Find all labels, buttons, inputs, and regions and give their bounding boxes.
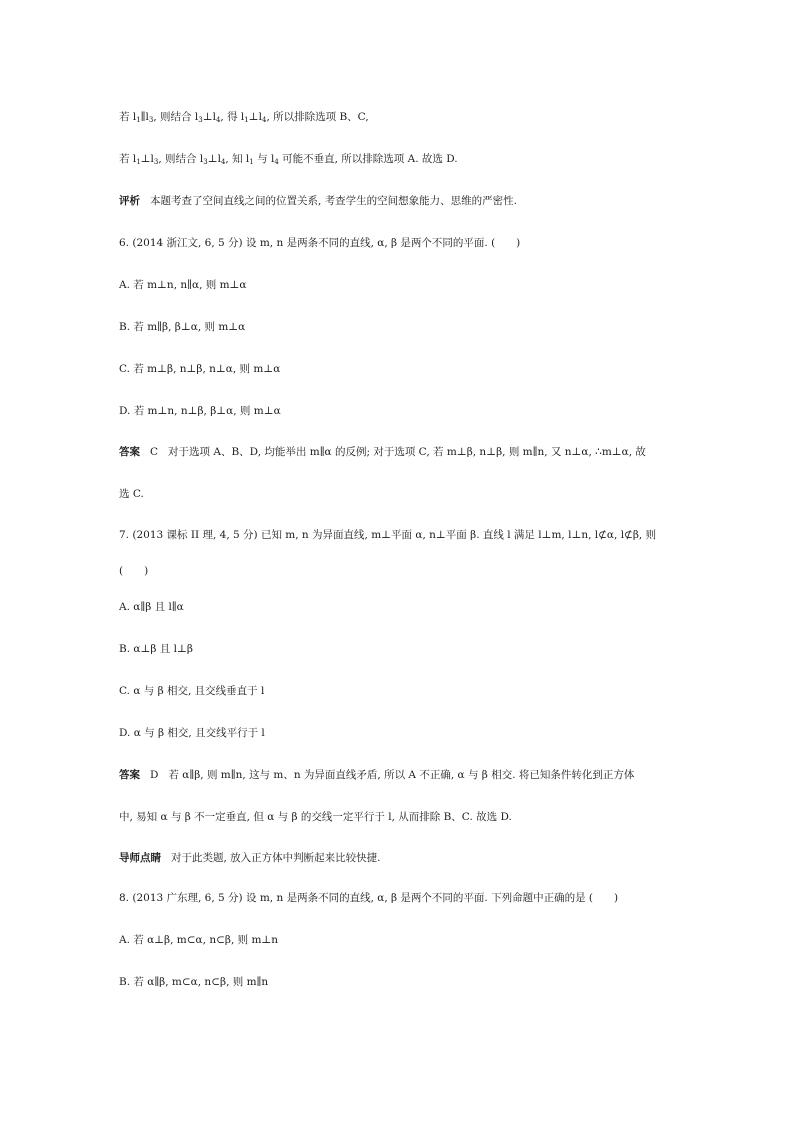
question-8-stem: 8. (2013 广东理, 6, 5 分) 设 m, n 是两条不同的直线, α, β 是两个不同的平面. 下列命题中正确的是 ( ) xyxy=(119,892,619,904)
answer-label: 答案 xyxy=(119,446,140,458)
q6-answer-continuation: 选 C. xyxy=(119,488,144,500)
q6-option-d: D. 若 m⊥n, n⊥β, β⊥α, 则 m⊥α xyxy=(119,405,281,417)
comment-line: 评析 本题考查了空间直线之间的位置关系, 考查学生的空间想象能力、思维的严密性. xyxy=(119,195,518,207)
answer-choice: C xyxy=(150,446,159,458)
q7-option-c: C. α 与 β 相交, 且交线垂直于 l xyxy=(119,685,265,697)
question-6-stem: 6. (2014 浙江文, 6, 5 分) 设 m, n 是两条不同的直线, α, β 是两个不同的平面. ( ) xyxy=(119,237,521,249)
q7-option-b: B. α⊥β 且 l⊥β xyxy=(119,643,193,655)
q7-option-a: A. α∥β 且 l∥α xyxy=(119,601,184,613)
question-7-stem: 7. (2013 课标 II 理, 4, 5 分) 已知 m, n 为异面直线, m⊥平面 α, n⊥平面 β. 直线 l 满足 l⊥m, l⊥n, l⊄α, l⊄β, 则 xyxy=(119,529,657,541)
comment-label: 评析 xyxy=(119,195,140,207)
answer-choice: D xyxy=(150,769,159,781)
answer-label: 答案 xyxy=(119,769,140,781)
q6-answer-line: 答案 C 对于选项 A、B、D, 均能举出 m∥α 的反例; 对于选项 C, 若 m⊥β, n⊥β, 则 m∥n, 又 n⊥α, ∴m⊥α, 故 xyxy=(119,446,646,458)
tutor-note-line: 导师点睛 对于此类题, 放入正方体中判断起来比较快捷. xyxy=(119,852,381,864)
q8-option-b: B. 若 α∥β, m⊂α, n⊂β, 则 m∥n xyxy=(119,976,269,988)
q8-option-a: A. 若 α⊥β, m⊂α, n⊂β, 则 m⊥n xyxy=(119,934,279,946)
q6-option-b: B. 若 m∥β, β⊥α, 则 m⊥α xyxy=(119,321,246,333)
q7-option-d: D. α 与 β 相交, 且交线平行于 l xyxy=(119,727,265,739)
text-line-2: 若 $l_1\perp l_3$, 则结合 $l_3\perp l_4$, 知 $l_1$ 与 $l_4$ 可能不垂直, 所以排除选项 A. 故选 D. xyxy=(119,153,458,166)
question-7-blank: ( ) xyxy=(119,565,149,577)
q6-option-a: A. 若 m⊥n, n∥α, 则 m⊥α xyxy=(119,279,247,291)
q6-option-c: C. 若 m⊥β, n⊥β, n⊥α, 则 m⊥α xyxy=(119,363,281,375)
tutor-note-label: 导师点睛 xyxy=(119,852,161,864)
text-line-1: 若 $l_1\parallel l_3$, 则结合 $l_3\perp l_4$, 得 $l_1\perp l_4$, 所以排除选项 B、C, xyxy=(119,111,369,124)
q7-answer-line: 答案 D 若 α∥β, 则 m∥n, 这与 m、n 为异面直线矛盾, 所以 A 不正确, α 与 β 相交. 将已知条件转化到正方体 xyxy=(119,769,635,781)
q7-answer-continuation: 中, 易知 α 与 β 不一定垂直, 但 α 与 β 的交线一定平行于 l, 从而排除 B、C. 故选 D. xyxy=(119,811,512,823)
